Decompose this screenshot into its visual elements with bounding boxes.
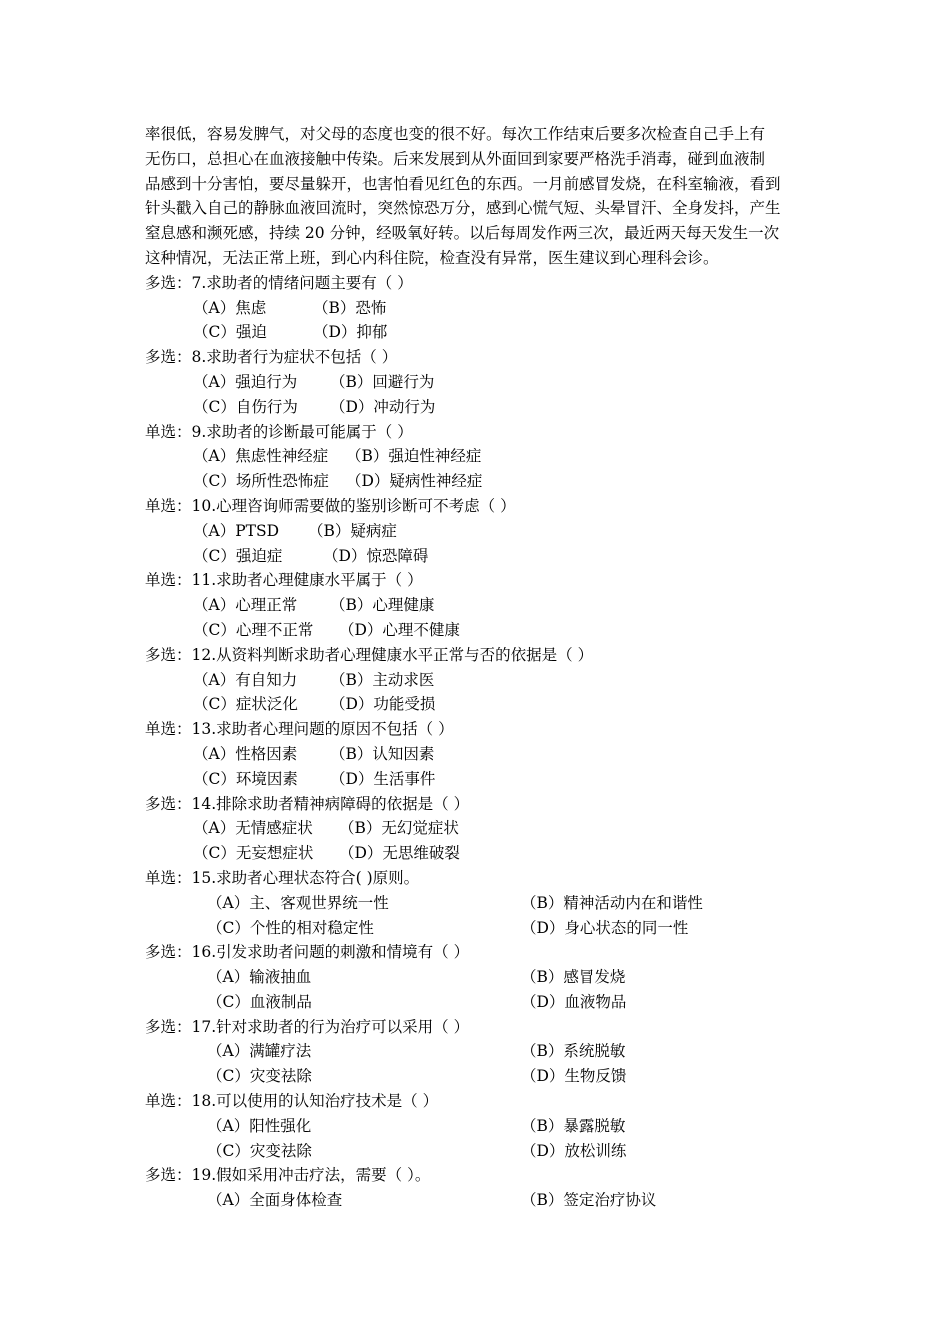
option-row xyxy=(145,965,810,990)
option-row xyxy=(145,370,810,395)
answer-option: （A）全面身体检查 xyxy=(207,1191,343,1210)
question-stem: 多选：7.求助者的情绪问题主要有（ ） xyxy=(145,273,413,292)
answer-option: （B）签定治疗协议 xyxy=(521,1191,657,1210)
question-list xyxy=(145,271,810,1213)
answer-option: （C）强迫 xyxy=(193,323,267,342)
answer-option: （A）心理正常 xyxy=(193,596,298,615)
option-row xyxy=(145,395,810,420)
option-row xyxy=(145,767,810,792)
question-stem: 单选：15.求助者心理状态符合( )原则。 xyxy=(145,868,420,887)
option-row xyxy=(145,692,810,717)
question-stem: 多选：16.引发求助者问题的刺激和情境有（ ） xyxy=(145,943,470,962)
answer-option: （D）血液物品 xyxy=(521,992,627,1011)
option-row xyxy=(145,1114,810,1139)
answer-option: （D）心理不健康 xyxy=(339,620,460,639)
answer-option: （B）主动求医 xyxy=(330,670,435,689)
option-row xyxy=(145,841,810,866)
option-row xyxy=(145,668,810,693)
option-row xyxy=(145,891,810,916)
question-stem: 多选：14.排除求助者精神病障碍的依据是（ ） xyxy=(145,794,470,813)
option-row xyxy=(145,1188,810,1213)
answer-option: （D）疑病性神经症 xyxy=(346,472,483,491)
answer-option: （D）抑郁 xyxy=(313,323,388,342)
case-line: 这种情况，无法正常上班，到心内科住院，检查没有异常，医生建议到心理科会诊。 xyxy=(145,248,719,267)
answer-option: （B）精神活动内在和谐性 xyxy=(521,893,703,912)
answer-option: （A）焦虑性神经症 xyxy=(193,447,329,466)
option-row xyxy=(145,916,810,941)
answer-option: （B）认知因素 xyxy=(330,744,435,763)
answer-option: （A）强迫行为 xyxy=(193,372,298,391)
answer-option: （A）性格因素 xyxy=(193,744,298,763)
answer-option: （C）环境因素 xyxy=(193,769,298,788)
answer-option: （C）自伤行为 xyxy=(193,397,298,416)
option-row xyxy=(145,990,810,1015)
question-stem: 单选：13.求助者心理问题的原因不包括（ ） xyxy=(145,720,454,739)
answer-option: （A）焦虑 xyxy=(193,298,267,317)
answer-option: （A）主、客观世界统一性 xyxy=(207,893,389,912)
answer-option: （D）生活事件 xyxy=(330,769,436,788)
answer-option: （D）功能受损 xyxy=(330,695,436,714)
answer-option: （C）血液制品 xyxy=(207,992,312,1011)
case-line: 窒息感和濒死感，持续 20 分钟，经吸氧好转。以后每周发作两三次，最近两天每天发生一次 xyxy=(145,224,780,243)
question-stem: 单选：9.求助者的诊断最可能属于（ ） xyxy=(145,422,413,441)
answer-option: （D）放松训练 xyxy=(521,1141,627,1160)
option-row xyxy=(145,469,810,494)
answer-option: （C）灾变祛除 xyxy=(207,1067,312,1086)
question-stem: 多选：19.假如采用冲击疗法，需要（ ）。 xyxy=(145,1166,431,1185)
case-line: 针头戳入自己的静脉血液回流时，突然惊恐万分，感到心慌气短、头晕冒汗、全身发抖，产生 xyxy=(145,199,781,218)
answer-option: （B）系统脱敏 xyxy=(521,1042,626,1061)
answer-option: （A）输液抽血 xyxy=(207,968,312,987)
answer-option: （B）暴露脱敏 xyxy=(521,1116,626,1135)
question-stem: 单选：10.心理咨询师需要做的鉴别诊断可不考虑（ ） xyxy=(145,496,516,515)
answer-option: （C）无妄想症状 xyxy=(193,844,314,863)
option-row xyxy=(145,742,810,767)
answer-option: （B）回避行为 xyxy=(330,372,435,391)
answer-option: （C）个性的相对稳定性 xyxy=(207,918,374,937)
option-row xyxy=(145,1039,810,1064)
question-stem: 多选：8.求助者行为症状不包括（ ） xyxy=(145,348,398,367)
answer-option: （C）心理不正常 xyxy=(193,620,314,639)
answer-option: （A）有自知力 xyxy=(193,670,298,689)
case-description xyxy=(145,122,810,271)
option-row xyxy=(145,519,810,544)
document-page xyxy=(145,122,810,1213)
option-row xyxy=(145,593,810,618)
option-row xyxy=(145,444,810,469)
case-line: 品感到十分害怕，要尽量躲开，也害怕看见红色的东西。一月前感冒发烧，在科室输液，看到 xyxy=(145,174,781,193)
answer-option: （B）强迫性神经症 xyxy=(346,447,482,466)
answer-option: （C）症状泛化 xyxy=(193,695,298,714)
answer-option: （D）身心状态的同一性 xyxy=(521,918,689,937)
answer-option: （D）生物反馈 xyxy=(521,1067,627,1086)
answer-option: （A）PTSD xyxy=(193,521,280,540)
question-stem: 单选：11.求助者心理健康水平属于（ ） xyxy=(145,571,423,590)
answer-option: （B）心理健康 xyxy=(330,596,435,615)
question-stem: 单选：18.可以使用的认知治疗技术是（ ） xyxy=(145,1092,439,1111)
option-row xyxy=(145,1139,810,1164)
answer-option: （B）无幻觉症状 xyxy=(339,819,459,838)
answer-option: （B）恐怖 xyxy=(313,298,387,317)
answer-option: （C）强迫症 xyxy=(193,546,283,565)
answer-option: （A）无情感症状 xyxy=(193,819,313,838)
question-stem: 多选：17.针对求助者的行为治疗可以采用（ ） xyxy=(145,1017,470,1036)
answer-option: （D）无思维破裂 xyxy=(339,844,460,863)
answer-option: （B）感冒发烧 xyxy=(521,968,626,987)
case-line: 无伤口，总担心在血液接触中传染。后来发展到从外面回到家要严格洗手消毒，碰到血液制 xyxy=(145,149,766,168)
option-row xyxy=(145,816,810,841)
option-row xyxy=(145,618,810,643)
option-row xyxy=(145,296,810,321)
answer-option: （C）场所性恐怖症 xyxy=(193,472,329,491)
answer-option: （B）疑病症 xyxy=(308,521,397,540)
answer-option: （D）惊恐障碍 xyxy=(323,546,429,565)
option-row xyxy=(145,320,810,345)
option-row xyxy=(145,1064,810,1089)
answer-option: （A）满罐疗法 xyxy=(207,1042,312,1061)
answer-option: （C）灾变祛除 xyxy=(207,1141,312,1160)
answer-option: （D）冲动行为 xyxy=(330,397,436,416)
question-stem: 多选：12.从资料判断求助者心理健康水平正常与否的依据是（ ） xyxy=(145,645,594,664)
answer-option: （A）阳性强化 xyxy=(207,1116,312,1135)
option-row xyxy=(145,544,810,569)
case-line: 率很低，容易发脾气，对父母的态度也变的很不好。每次工作结束后要多次检查自己手上有 xyxy=(145,125,766,143)
